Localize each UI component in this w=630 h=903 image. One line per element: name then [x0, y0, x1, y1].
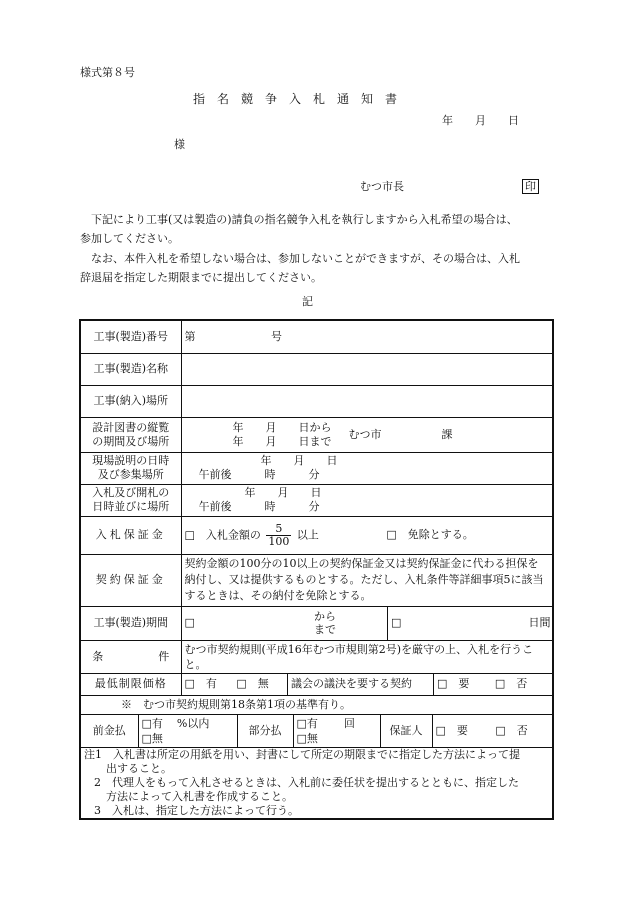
paragraph-2-line-2: 辞退届を指定した期限までに提出してください。 — [80, 271, 322, 284]
row-conditions — [80, 640, 553, 673]
row-regulation-note — [80, 695, 553, 714]
value-project-name — [181, 353, 553, 385]
value-design-review — [181, 417, 553, 452]
period-days-box[interactable]: □ — [391, 616, 402, 629]
note-3: 3 入札は、指定した方法によって行う。 — [94, 803, 299, 817]
period-inner-table — [182, 607, 554, 640]
period-start-cell — [182, 607, 388, 640]
value-minimum-price — [181, 673, 553, 695]
paragraph-2 — [80, 249, 550, 268]
council-required[interactable]: □ 要 — [437, 677, 470, 690]
label-site-briefing — [80, 452, 181, 484]
partial-yes[interactable]: □有 — [296, 716, 318, 730]
row-contract-bond — [80, 554, 553, 606]
review-from: 年 月 日から — [232, 420, 332, 434]
paragraph-1-line-2: 参加してください。 — [80, 232, 179, 245]
issuer-name: むつ市長 — [360, 180, 404, 193]
label-project-period: 工事(製造)期間 — [80, 606, 181, 640]
form-number: 様式第８号 — [80, 66, 135, 79]
label-project-location: 工事(納入)場所 — [80, 385, 181, 417]
row-minimum-price — [80, 673, 553, 695]
regulation-note: ※ むつ市契約規則第18条第1項の基準有り。 — [80, 695, 553, 714]
period-days-label: 日間 — [528, 616, 551, 629]
review-city: むつ市 — [348, 427, 382, 441]
label-design-review-1: 設計図書の縦覧 — [92, 420, 170, 434]
payments-cell — [80, 714, 553, 747]
fraction-numerator: 5 — [266, 523, 291, 536]
value-project-number — [181, 320, 553, 353]
details-table — [79, 319, 554, 820]
period-made: まで — [314, 623, 336, 636]
bid-bond-option-2[interactable]: □ 免除とする。 — [386, 528, 474, 541]
partial-payment-options — [293, 715, 380, 747]
period-days-cell — [388, 607, 554, 640]
label-bid-opening-1: 入札及び開札の — [92, 486, 170, 499]
partial-no[interactable]: □無 — [296, 731, 318, 745]
partial-count: 回 — [343, 716, 355, 730]
row-project-location — [80, 385, 553, 417]
paragraph-1 — [80, 210, 550, 229]
paragraph-1-line-1: 下記により工事(又は製造の)請負の指名競争入札を執行しますから入札希望の場合は、 — [91, 213, 518, 226]
min-price-yes[interactable]: □ 有 — [184, 677, 217, 690]
guarantor-not-required[interactable]: □ 否 — [495, 723, 528, 737]
value-conditions: むつ市契約規則(平成16年むつ市規則第2号)を厳守の上、入札を行うこと。 — [181, 640, 553, 673]
label-minimum-price: 最低制限価格 — [80, 673, 181, 695]
review-section: 課 — [441, 427, 453, 441]
note-2-line-1: 2 代理人をもって入札させるときは、入札前に委任状を提出するとともに、指定した — [94, 775, 519, 789]
label-site-briefing-1: 現場説明の日時 — [92, 454, 170, 467]
note-2-line-2: 方法によって入札書を作成すること。 — [106, 789, 293, 803]
row-project-number — [80, 320, 553, 353]
briefing-time: 午前後 時 分 — [198, 468, 320, 481]
row-project-name — [80, 353, 553, 385]
note-1-line-2: 出すること。 — [106, 761, 172, 775]
page-title: 指 名 競 争 入 札 通 知 書 — [193, 92, 398, 106]
bid-bond-fraction — [266, 523, 291, 548]
value-bid-opening — [181, 484, 553, 516]
value-bid-bond — [181, 516, 553, 554]
row-payments — [80, 714, 553, 747]
guarantor-options — [432, 715, 554, 747]
min-price-options — [182, 674, 288, 695]
seal-text: 印 — [522, 179, 539, 194]
bid-bond-option-1-suffix: 以上 — [296, 528, 319, 541]
opening-date: 年 月 日 — [244, 486, 322, 499]
advance-payment-options — [138, 715, 237, 747]
review-until: 年 月 日まで — [232, 434, 332, 448]
label-site-briefing-2: 及び参集場所 — [97, 468, 164, 481]
opening-time: 午前後 時 分 — [198, 500, 320, 513]
period-kara-made — [314, 610, 336, 636]
briefing-date: 年 月 日 — [260, 454, 338, 467]
notes-cell — [80, 747, 553, 819]
issue-date: 年 月 日 — [442, 114, 519, 127]
paragraph-1-cont — [80, 229, 550, 248]
row-bid-bond — [80, 516, 553, 554]
value-project-location — [181, 385, 553, 417]
row-project-period — [80, 606, 553, 640]
min-price-no[interactable]: □ 無 — [236, 677, 269, 690]
guarantor-required[interactable]: □ 要 — [435, 723, 468, 737]
row-bid-opening — [80, 484, 553, 516]
payments-inner — [81, 715, 554, 747]
period-kara: から — [314, 610, 336, 623]
label-project-number: 工事(製造)番号 — [80, 320, 181, 353]
seal-mark — [522, 179, 539, 194]
advance-no[interactable]: □無 — [141, 731, 163, 745]
label-conditions: 条 件 — [80, 640, 181, 673]
project-number-go: 号 — [271, 329, 282, 343]
row-site-briefing — [80, 452, 553, 484]
note-1-line-1: 注1 入札書は所定の用紙を用い、封書にして所定の期限までに指定した方法によって提 — [84, 747, 520, 761]
row-notes — [80, 747, 553, 819]
advance-yes[interactable]: □有 — [141, 716, 163, 730]
value-site-briefing — [181, 452, 553, 484]
period-start-box[interactable]: □ — [184, 616, 195, 629]
guarantor-label: 保証人 — [380, 715, 432, 747]
label-bid-opening-2: 日時並びに場所 — [92, 500, 170, 513]
paragraph-2-cont — [80, 268, 550, 287]
advance-percent: %以内 — [176, 716, 210, 730]
paragraph-2-line-1: なお、本件入札を希望しない場合は、参加しないことができますが、その場合は、入札 — [91, 252, 520, 265]
council-label: 議会の議決を要する契約 — [288, 674, 434, 695]
label-project-name: 工事(製造)名称 — [80, 353, 181, 385]
value-project-period — [181, 606, 553, 640]
label-contract-bond: 契約保証金 — [80, 554, 181, 606]
ki-heading: 記 — [302, 295, 313, 308]
partial-payment-label: 部分払 — [237, 715, 293, 747]
min-price-inner — [182, 674, 554, 695]
council-not-required[interactable]: □ 否 — [494, 677, 528, 690]
addressee-suffix: 様 — [174, 138, 185, 151]
council-options — [434, 674, 554, 695]
label-bid-bond: 入札保証金 — [80, 516, 181, 554]
row-design-review — [80, 417, 553, 452]
value-contract-bond: 契約金額の100分の10以上の契約保証金又は契約保証金に代わる担保を納付し、又は提供するものとする。ただし、入札条件等詳細事項5に該当するときは、その納付を免除とする。 — [181, 554, 553, 606]
fraction-denominator: 100 — [268, 534, 290, 548]
project-number-dai: 第 — [184, 329, 196, 343]
bid-bond-option-1[interactable]: □ 入札金額の — [184, 528, 261, 541]
label-bid-opening — [80, 484, 181, 516]
advance-payment-label: 前金払 — [81, 715, 138, 747]
label-design-review-2: の期間及び場所 — [92, 434, 170, 448]
label-design-review — [80, 417, 181, 452]
